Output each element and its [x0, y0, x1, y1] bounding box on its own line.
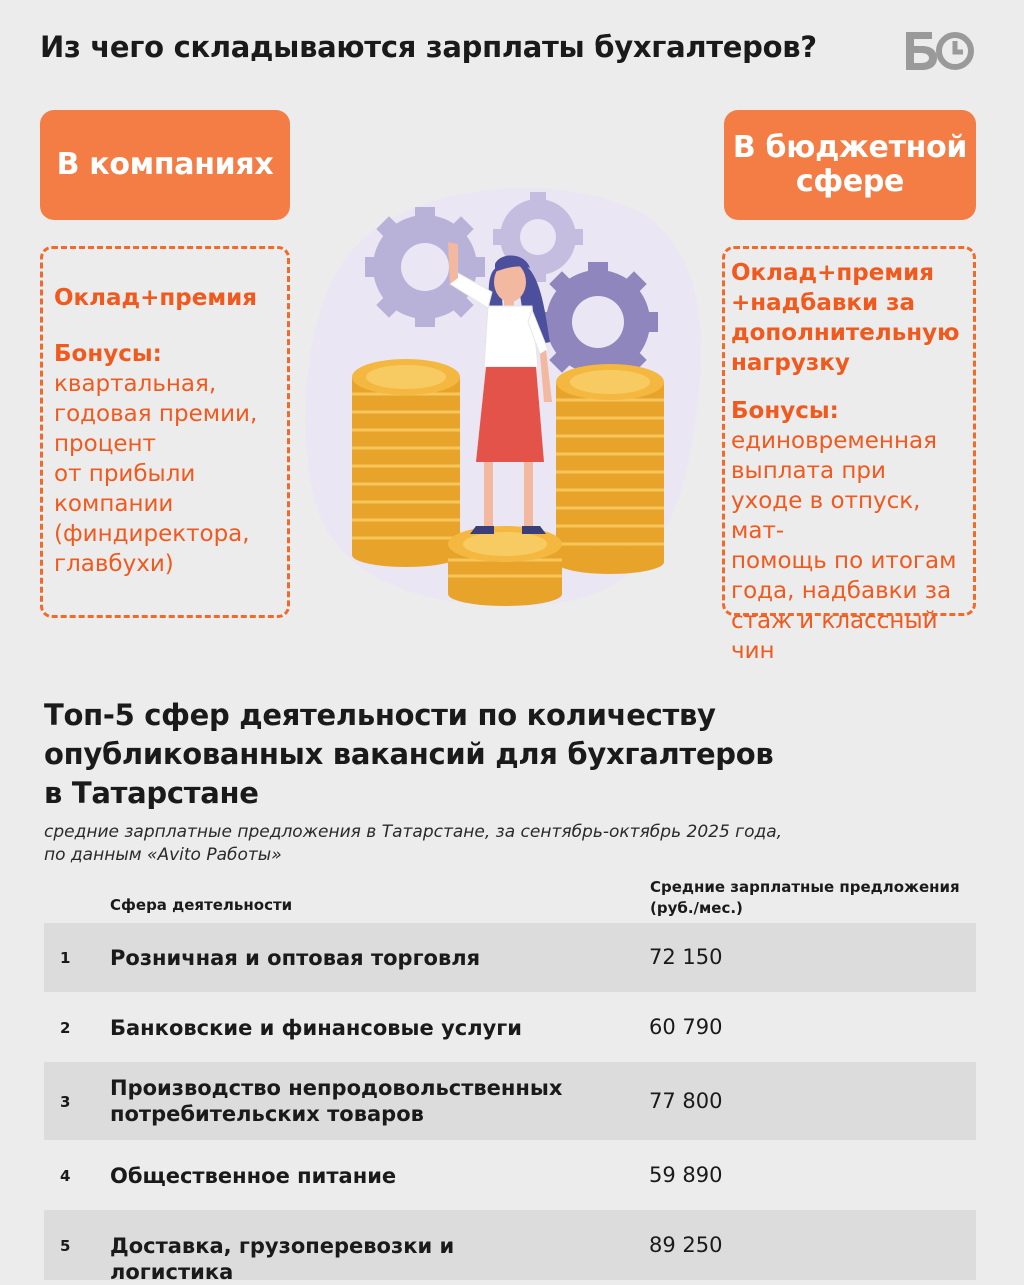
table-row	[44, 1210, 976, 1284]
row-number: 1	[60, 949, 71, 967]
row-number: 5	[60, 1237, 71, 1255]
row-sphere: Банковские и финансовые услуги	[110, 1016, 522, 1040]
table-row	[44, 992, 976, 1062]
gear-icon	[538, 262, 658, 382]
row-sphere	[110, 1075, 580, 1127]
top5-title-line: Топ-5 сфер деятельности по количеству	[44, 698, 716, 732]
top5-subtitle	[44, 821, 864, 867]
companies-bonus-line: компании	[54, 491, 174, 517]
row-salary: 72 150	[649, 945, 723, 969]
budget-main-line: нагрузку	[731, 350, 850, 376]
column-header-salary	[650, 877, 970, 919]
companies-bonus-line: годовая премии,	[54, 401, 258, 427]
budget-bonus-line: помощь по итогам	[731, 548, 957, 574]
budget-bonus-line: уходе в отпуск, мат-	[731, 488, 921, 544]
budget-main-line: +надбавки за	[731, 290, 916, 316]
companies-bonus-line: от прибыли	[54, 461, 196, 487]
companies-bonus-line: процент	[54, 431, 156, 457]
coin-stack-right	[556, 364, 664, 574]
row-number: 2	[60, 1019, 71, 1037]
row-salary: 59 890	[649, 1163, 723, 1187]
budget-bonus-line: года, надбавки за	[731, 578, 952, 604]
companies-bonus-title: Бонусы:	[54, 341, 162, 367]
companies-bonus-line: главбухи)	[54, 551, 174, 577]
bo-logo	[902, 28, 976, 74]
companies-bonus-line: квартальная,	[54, 371, 217, 397]
row-salary: 60 790	[649, 1015, 723, 1039]
budget-bonus-line: выплата при	[731, 458, 886, 484]
row-sphere: Доставка, грузоперевозки и логистика	[110, 1234, 455, 1284]
column-header-salary-line: (руб./мес.)	[650, 899, 743, 917]
budget-heading	[724, 110, 976, 220]
companies-salary: Оклад+премия	[54, 285, 258, 311]
companies-heading: В компаниях	[40, 110, 290, 220]
budget-heading-line: В бюджетной	[732, 129, 968, 165]
top5-title	[44, 696, 804, 813]
row-salary: 89 250	[649, 1233, 723, 1257]
budget-main-line: Оклад+премия	[731, 260, 935, 286]
companies-bonus-line: (финдиректора,	[54, 521, 250, 547]
coin-stack-left	[352, 359, 460, 567]
row-sphere: Розничная и оптовая торговля	[110, 946, 481, 970]
companies-details	[40, 246, 290, 618]
budget-details	[722, 246, 976, 664]
column-header-salary-line: Средние зарплатные предложения	[650, 878, 960, 896]
budget-main-line: дополнительную	[731, 320, 960, 346]
subtitle-line: по данным «Avito Работы»	[44, 845, 282, 865]
budget-bonus-title: Бонусы:	[731, 398, 839, 424]
top5-title-line: в Татарстане	[44, 776, 259, 810]
row-salary: 77 800	[649, 1089, 723, 1113]
top5-title-line: опубликованных вакансий для бухгалтеров	[44, 737, 774, 771]
row-sphere-line: потребительских товаров	[110, 1102, 424, 1126]
table-row	[44, 1062, 976, 1140]
row-number: 4	[60, 1167, 71, 1185]
accountant-illustration	[300, 172, 710, 612]
table-row	[44, 1140, 976, 1210]
budget-heading-line: сфере	[795, 164, 905, 199]
page-title: Из чего складываются зарплаты бухгалтеров?	[40, 30, 817, 64]
row-number: 3	[60, 1093, 71, 1111]
column-header-sphere: Сфера деятельности	[110, 896, 293, 914]
gear-icon	[365, 207, 485, 327]
coin-stack-center	[448, 526, 562, 606]
budget-bonus-line: стаж и классный чин	[731, 608, 938, 664]
subtitle-line: средние зарплатные предложения в Татарстане, за сентябрь-октябрь 2025 года,	[44, 822, 783, 842]
budget-bonus-line: единовременная	[731, 428, 937, 454]
table-row	[44, 923, 976, 992]
row-sphere-line: Производство непродовольственных	[110, 1076, 563, 1100]
row-sphere: Общественное питание	[110, 1164, 397, 1188]
